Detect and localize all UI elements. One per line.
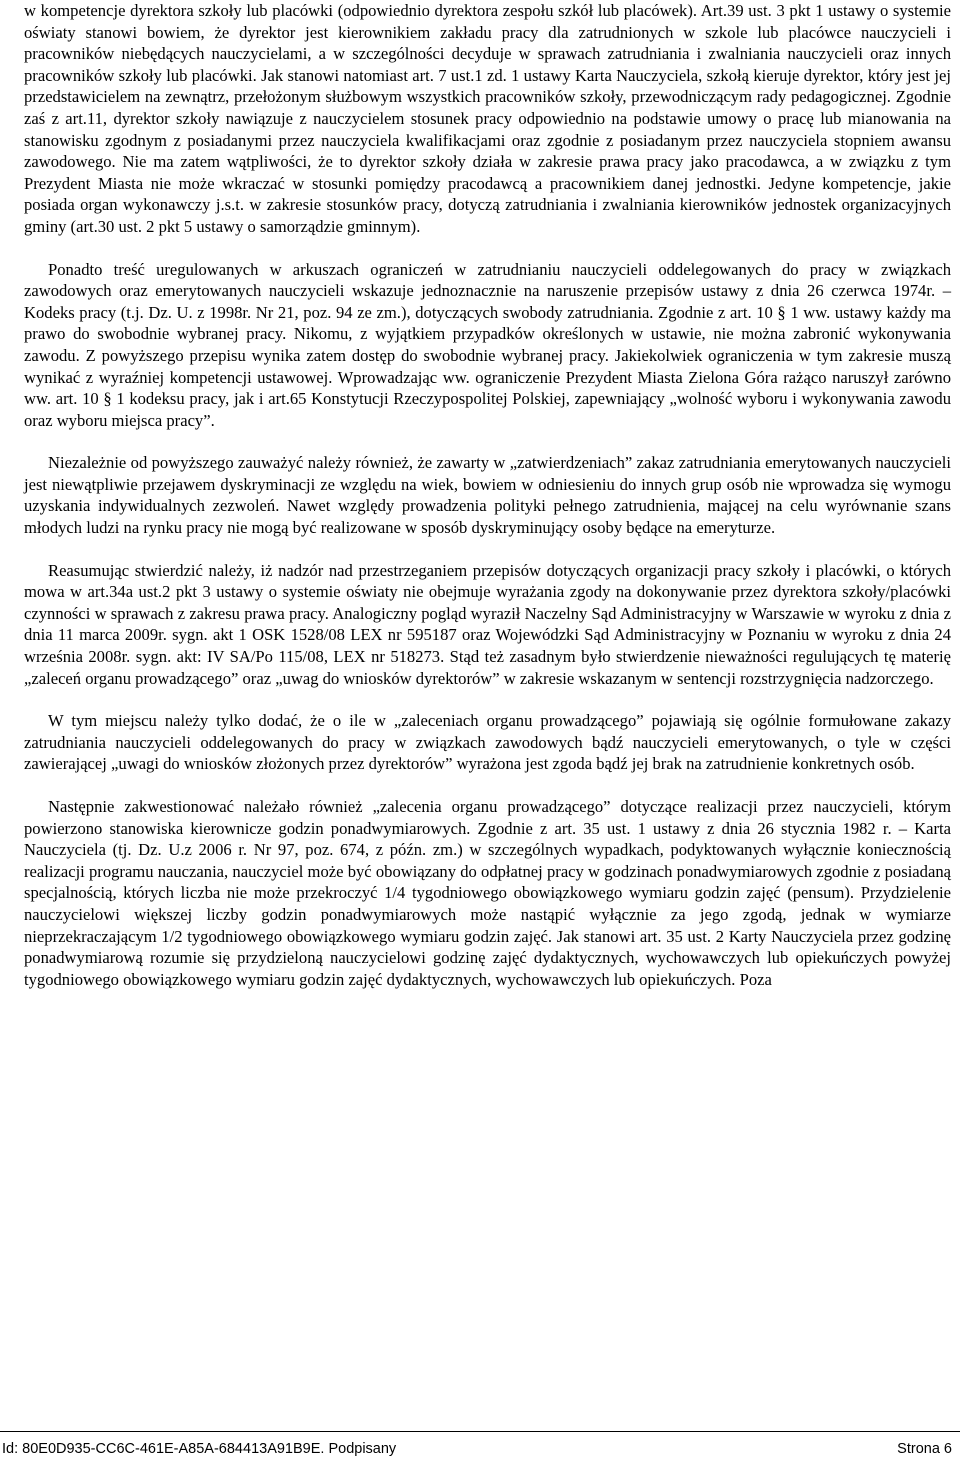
paragraph-continuation: w kompetencje dyrektora szkoły lub placówki (odpowiednio dyrektora zespołu szkół lub placówek). Art.39 ust. 3 pkt 1 ustawy o systemie oświaty stanowi bowiem, że dyrektor jest kierownikiem zakładu pracy dla zatrudnionych w szkole lub placówce nauczycieli i pracowników niebędących nauczycielami, a w szczególności decyduje w sprawach zatrudniania i zwalniania nauczycieli oraz innych pracowników szkoły lub placówki. Jak stanowi natomiast art. 7 ust.1 zd. 1 ustawy Karta Nauczyciela, szkołą kieruje dyrektor, który jest jej przedstawicielem na zewnątrz, przełożonym służbowym wszystkich pracowników szkoły, przewodniczącym rady pedagogicznej. Zgodnie zaś z art.11, dyrektor szkoły nawiązuje z nauczycielem stosunek pracy odpowiednio na podstawie umowy o pracę lub mianowania na stanowisku zgodnym z posiadanymi przez nauczyciela kwalifikacjami oraz zgodnie z posiadanym przez nauczyciela stopniem awansu zawodowego. Nie ma zatem wątpliwości, że to dyrektor szkoły działa w zakresie prawa pracy jako pracodawca, a w związku z tym Prezydent Miasta nie może wkraczać w stosunki pomiędzy pracodawcą a pracownikiem danej jednostki. Jedyne kompetencje, jakie posiada organ wykonawczy j.s.t. w zakresie stosunków pracy, dotyczą zatrudniania i zwalniania kierowników jednostek organizacyjnych gminy (art.30 ust. 2 pkt 5 ustawy o samorządzie gminnym). [24, 1, 951, 236]
page-footer [0, 1423, 960, 1461]
page-number: Strona 6 [897, 1441, 952, 1457]
paragraph-labor-code: Ponadto treść uregulowanych w arkuszach ograniczeń w zatrudnianiu nauczycieli oddelegowanych do pracy w związkach zawodowych oraz emerytowanych nauczycieli wskazuje jednoznacznie na naruszenie przepisów ustawy z dnia 26 czerwca 1974r. – Kodeks pracy (t.j. Dz. U. z 1998r. Nr 21, poz. 94 ze zm.), dotyczących swobody zatrudniania. Zgodnie z art. 10 § 1 ww. ustawy każdy ma prawo do swobodnie wybranej pracy. Nikomu, z wyjątkiem przypadków określonych w ustawie, nie można zabronić wykonywania zawodu. Z powyższego przepisu wynika zatem dostęp do swobodnie wybranej pracy. Jakiekolwiek ograniczenia w tym zakresie muszą wynikać z wyraźniej kompetencji ustawowej. Wprowadzając ww. ograniczenie Prezydent Miasta Zielona Góra rażąco naruszył zarówno ww. art. 10 § 1 kodeksu pracy, jak i art.65 Konstytucji Rzeczypospolitej Polskiej, zapewniający „wolność wyboru i wykonywania zawodu oraz wyboru miejsca pracy”. [24, 259, 951, 430]
footer-divider [0, 1431, 960, 1432]
paragraph-summary: Reasumując stwierdzić należy, iż nadzór nad przestrzeganiem przepisów dotyczących organizacji pracy szkoły i placówki, o których mowa w art.34a ust.2 pkt 3 ustawy o systemie oświaty nie obejmuje wyrażania zgody na dokonywanie przez dyrektora szkoły/placówki czynności w sprawach z zakresu prawa pracy. Analogiczny pogląd wyraził Naczelny Sąd Administracyjny w Warszawie w wyroku z dnia z dnia 11 marca 2009r. sygn. akt 1 OSK 1528/08 LEX nr 595187 oraz Wojewódzki Sąd Administracyjny w Poznaniu w wyroku z dnia 24 września 2008r. sygn. akt: IV SA/Po 115/08, LEX nr 518273. Stąd też zasadnym było stwierdzenie nieważności regulujących tę materię „zaleceń organu prowadzącego” oraz „uwag do wniosków dyrektorów” w zakresie wskazanym w sentencji rozstrzygnięcia nadzorczego. [24, 560, 951, 688]
document-body [24, 0, 951, 990]
paragraph-discrimination: Niezależnie od powyższego zauważyć należy również, że zawarty w „zatwierdzeniach” zakaz zatrudniania emerytowanych nauczycieli jest niewątpliwie przejawem dyskryminacji ze względu na wiek, bowiem w odniesieniu do innych grup osób nie wprowadza się wymogu uzyskania indywidualnych zezwoleń. Nawet względy prowadzenia polityki pełnego zatrudnienia, mającej na celu wyrównanie szans młodych ludzi na rynku pracy nie mogą być realizowane w sposób dyskryminujący osoby będące na emeryturze. [24, 453, 951, 538]
paragraph-overtime: Następnie zakwestionować należało również „zalecenia organu prowadzącego” dotyczące realizacji przez nauczycieli, którym powierzono stanowiska kierownicze godzin ponadwymiarowych. Zgodnie z art. 35 ust. 1 ustawy z dnia 26 stycznia 1982 r. – Karta Nauczyciela (tj. Dz. U.z 2006 r. Nr 97, poz. 674, z późn. zm.) w szczególnych wypadkach, podyktowanych wyłącznie koniecznością realizacji programu nauczania, nauczyciel może być obowiązany do odpłatnej pracy w godzinach ponadwymiarowych zgodnie z posiadaną specjalnością, których liczba nie może przekroczyć 1/4 tygodniowego obowiązkowego wymiaru godzin zajęć (pensum). Przydzielenie nauczycielowi większej liczby godzin ponadwymiarowych może nastąpić wyłącznie za jego zgodą, jednak w wymiarze nieprzekraczającym 1/2 tygodniowego obowiązkowego wymiaru godzin zajęć. Jak stanowi art. 35 ust. 2 Karty Nauczyciela przez godzinę ponadwymiarową rozumie się przydzieloną nauczycielowi godzinę zajęć dydaktycznych, wychowawczych lub opiekuńczych powyżej tygodniowego obowiązkowego wymiaru godzin zajęć dydaktycznych, wychowawczych lub opiekuńczych. Poza [24, 797, 951, 989]
document-id: Id: 80E0D935-CC6C-461E-A85A-684413A91B9E. Podpisany [2, 1441, 397, 1457]
paragraph-recommendations: W tym miejscu należy tylko dodać, że o ile w „zaleceniach organu prowadzącego” pojawiają się ogólnie formułowane zakazy zatrudniania nauczycieli oddelegowanych do pracy w związkach zawodowych bądź nauczycieli emerytowanych, o tyle w części zawierającej „uwagi do wniosków złożonych przez dyrektorów” wyrażona jest zgoda bądź jej brak na zatrudnienie konkretnych osób. [24, 711, 951, 774]
